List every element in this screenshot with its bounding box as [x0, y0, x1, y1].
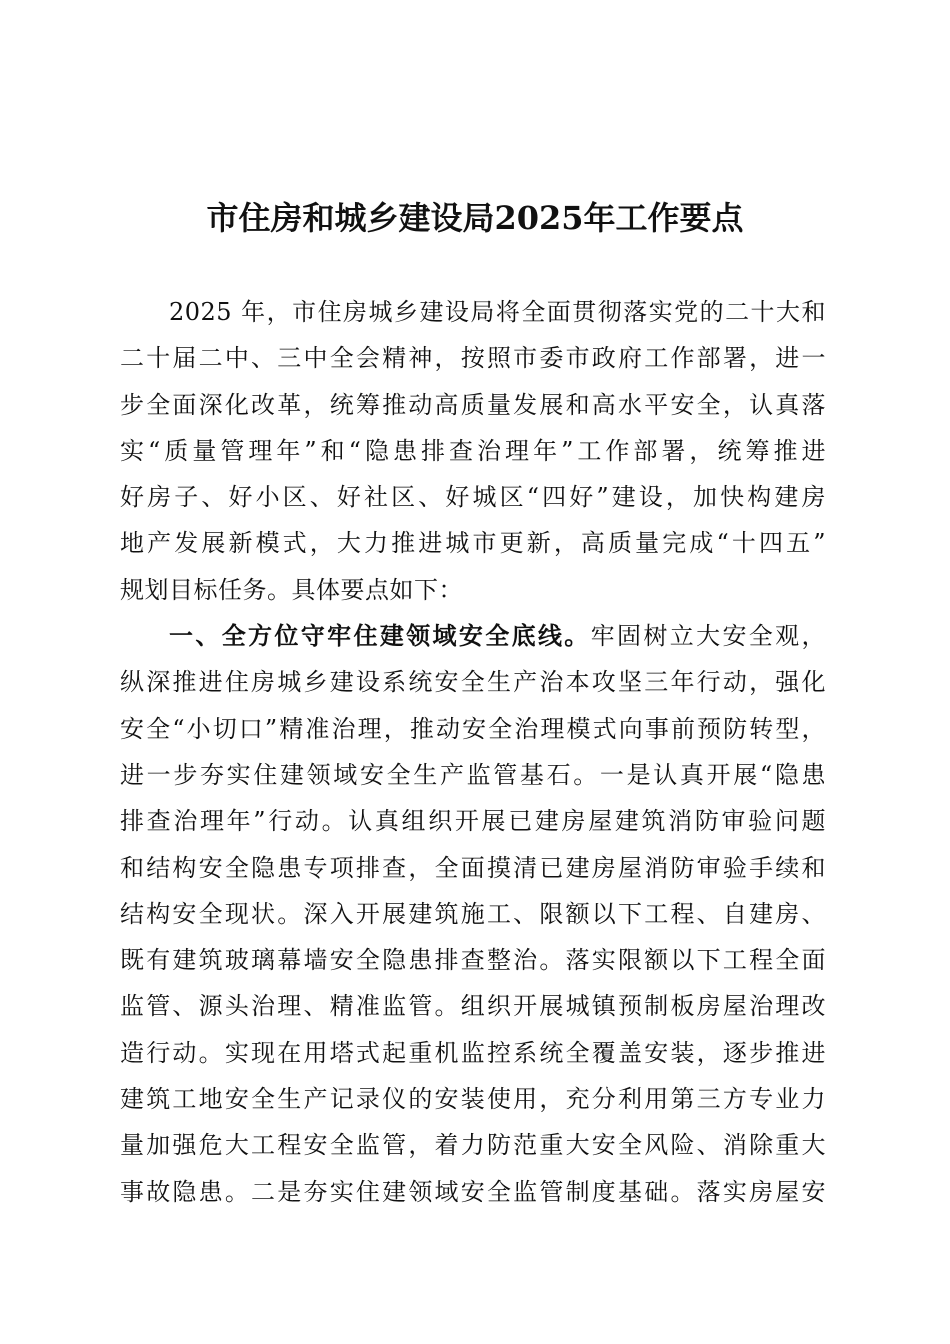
section-1-first-line-text: 牢固树立大安全观，	[590, 622, 827, 651]
paragraph-line: 量加强危大工程安全监管，着力防范重大安全风险、消除重大	[120, 1131, 826, 1160]
section-1-first-line	[120, 613, 826, 659]
intro-paragraph	[120, 289, 826, 613]
paragraph-line: 建筑工地安全生产记录仪的安装使用，充分利用第三方专业力	[120, 1085, 826, 1114]
paragraph-line: 纵深推进住房城乡建设系统安全生产治本攻坚三年行动，强化	[120, 668, 826, 697]
document-title: 市住房和城乡建设局2025年工作要点	[206, 199, 744, 237]
paragraph-line: 既有建筑玻璃幕墙安全隐患排查整治。落实限额以下工程全面	[120, 946, 826, 975]
paragraph-line: 排查治理年”行动。认真组织开展已建房屋建筑消防审验问题	[120, 807, 826, 836]
paragraph-line: 安全“小切口”精准治理，推动安全治理模式向事前预防转型，	[120, 714, 826, 743]
paragraph-line: 步全面深化改革，统筹推动高质量发展和高水平安全，认真落	[120, 390, 826, 419]
paragraph-line: 2025 年，市住房城乡建设局将全面贯彻落实党的二十大和	[169, 298, 826, 326]
document-body	[120, 289, 826, 1215]
section-1-paragraph	[120, 613, 826, 1215]
section-1-heading: 一、全方位守牢住建领域安全底线。	[169, 621, 591, 651]
paragraph-line: 造行动。实现在用塔式起重机监控系统全覆盖安装，逐步推进	[120, 1038, 826, 1067]
paragraph-line: 二十届二中、三中全会精神，按照市委市政府工作部署，进一	[120, 344, 826, 373]
paragraph-line: 监管、源头治理、精准监管。组织开展城镇预制板房屋治理改	[120, 992, 826, 1021]
paragraph-line: 进一步夯实住建领域安全生产监管基石。一是认真开展“隐患	[120, 760, 826, 789]
paragraph-line: 实“质量管理年”和“隐患排查治理年”工作部署，统筹推进	[120, 436, 826, 465]
paragraph-line: 结构安全现状。深入开展建筑施工、限额以下工程、自建房、	[120, 899, 826, 928]
paragraph-line: 规划目标任务。具体要点如下：	[120, 575, 463, 604]
paragraph-line: 事故隐患。二是夯实住建领域安全监管制度基础。落实房屋安	[120, 1177, 826, 1206]
paragraph-line: 和结构安全隐患专项排查，全面摸清已建房屋消防审验手续和	[120, 853, 826, 882]
paragraph-line: 地产发展新模式，大力推进城市更新，高质量完成“十四五”	[120, 529, 826, 558]
paragraph-line: 好房子、好小区、好社区、好城区“四好”建设，加快构建房	[120, 483, 826, 512]
